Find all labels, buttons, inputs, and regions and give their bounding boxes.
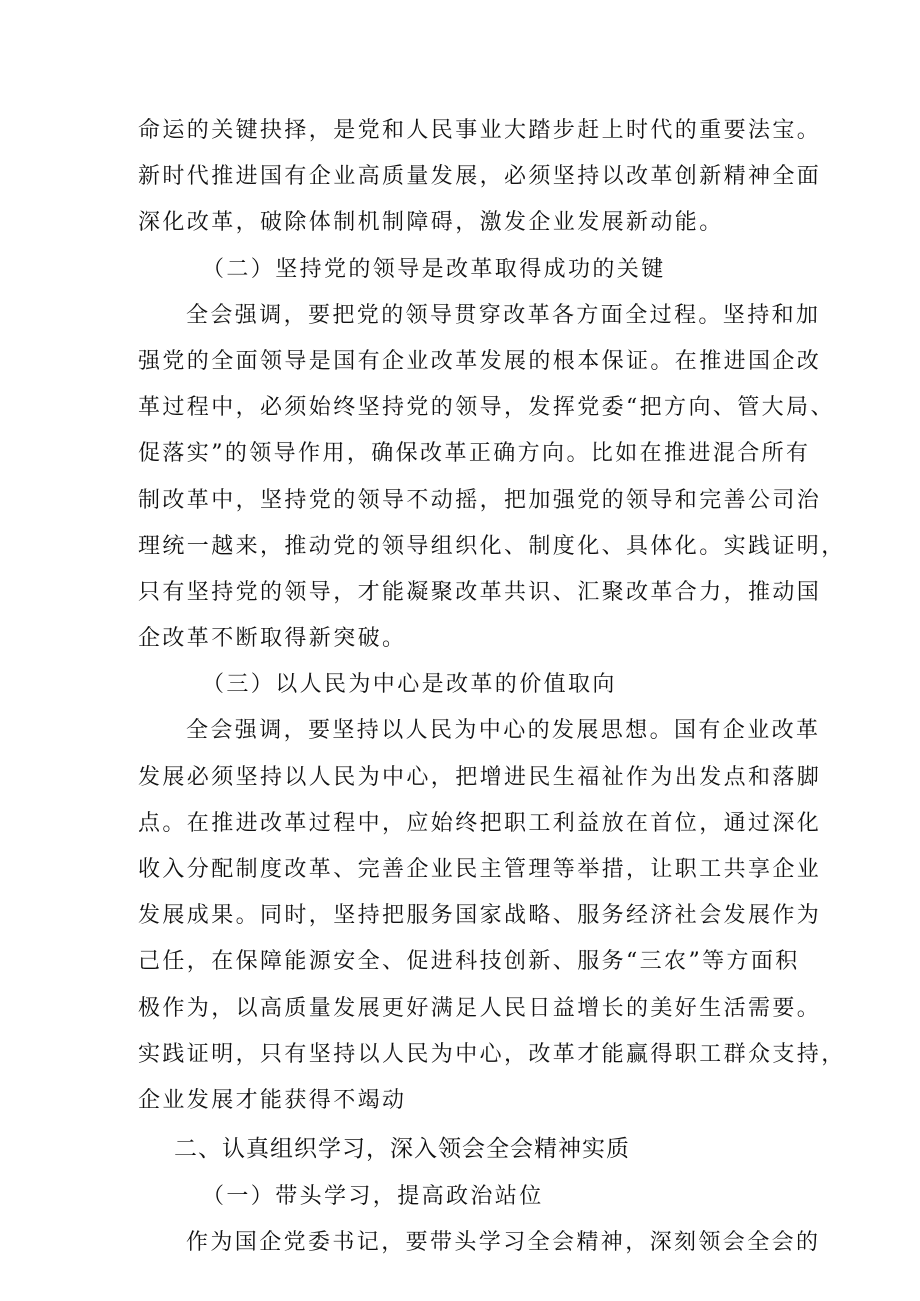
- text-line: 强党的全面领导是国有企业改革发展的根本保证。在推进国企改: [138, 348, 822, 374]
- text-line: 只有坚持党的领导，才能凝聚改革共识、汇聚改革合力，推动国: [138, 579, 822, 605]
- text-line: 己任，在保障能源安全、促进科技创新、服务“三农”等方面积: [138, 949, 800, 975]
- paragraph-first-line: 全会强调，要坚持以人民为中心的发展思想。国有企业改革: [186, 718, 821, 744]
- text-line: 点。在推进改革过程中，应始终把职工利益放在首位，通过深化: [138, 810, 822, 836]
- text-line: 发展必须坚持以人民为中心，把增进民生福祉作为出发点和落脚: [138, 764, 822, 790]
- text-line: 深化改革，破除体制机制障碍，激发企业发展新动能。: [138, 210, 724, 236]
- text-line: 命运的关键抉择，是党和人民事业大踏步赶上时代的重要法宝。: [138, 118, 822, 143]
- text-line: 企业发展才能获得不竭动: [138, 1087, 407, 1113]
- document-body: [138, 108, 846, 1267]
- section-subheading: （三）以人民为中心是改革的价值取向: [202, 672, 617, 698]
- section-subheading: （一）带头学习，提高政治站位: [202, 1184, 544, 1210]
- section-subheading: （二）坚持党的领导是改革取得成功的关键: [202, 256, 666, 282]
- paragraph-first-line: 全会强调，要把党的领导贯穿改革各方面全过程。坚持和加: [186, 302, 821, 328]
- section-heading: 二、认真组织学习，深入领会全会精神实质: [174, 1136, 630, 1163]
- paragraph-first-line: 作为国企党委书记，要带头学习全会精神，深刻领会全会的: [186, 1230, 821, 1256]
- text-line: 实践证明，只有坚持以人民为中心，改革才能赢得职工群众支持，: [138, 1041, 846, 1067]
- text-line: 收入分配制度改革、完善企业民主管理等举措，让职工共享企业: [138, 857, 822, 882]
- text-line: 极作为，以高质量发展更好满足人民日益增长的美好生活需要。: [138, 995, 822, 1021]
- text-line: 发展成果。同时，坚持把服务国家战略、服务经济社会发展作为: [138, 903, 822, 929]
- text-line: 促落实”的领导作用，确保改革正确方向。比如在推进混合所有: [138, 441, 811, 467]
- text-line: 革过程中，必须始终坚持党的领导，发挥党委“把方向、管大局、: [138, 395, 835, 421]
- text-line: 企改革不断取得新突破。: [138, 626, 407, 652]
- text-line: 制改革中，坚持党的领导不动摇，把加强党的领导和完善公司治: [138, 487, 822, 513]
- text-line: 新时代推进国有企业高质量发展，必须坚持以改革创新精神全面: [138, 164, 822, 190]
- text-line: 理统一越来，推动党的领导组织化、制度化、具体化。实践证明，: [138, 533, 846, 559]
